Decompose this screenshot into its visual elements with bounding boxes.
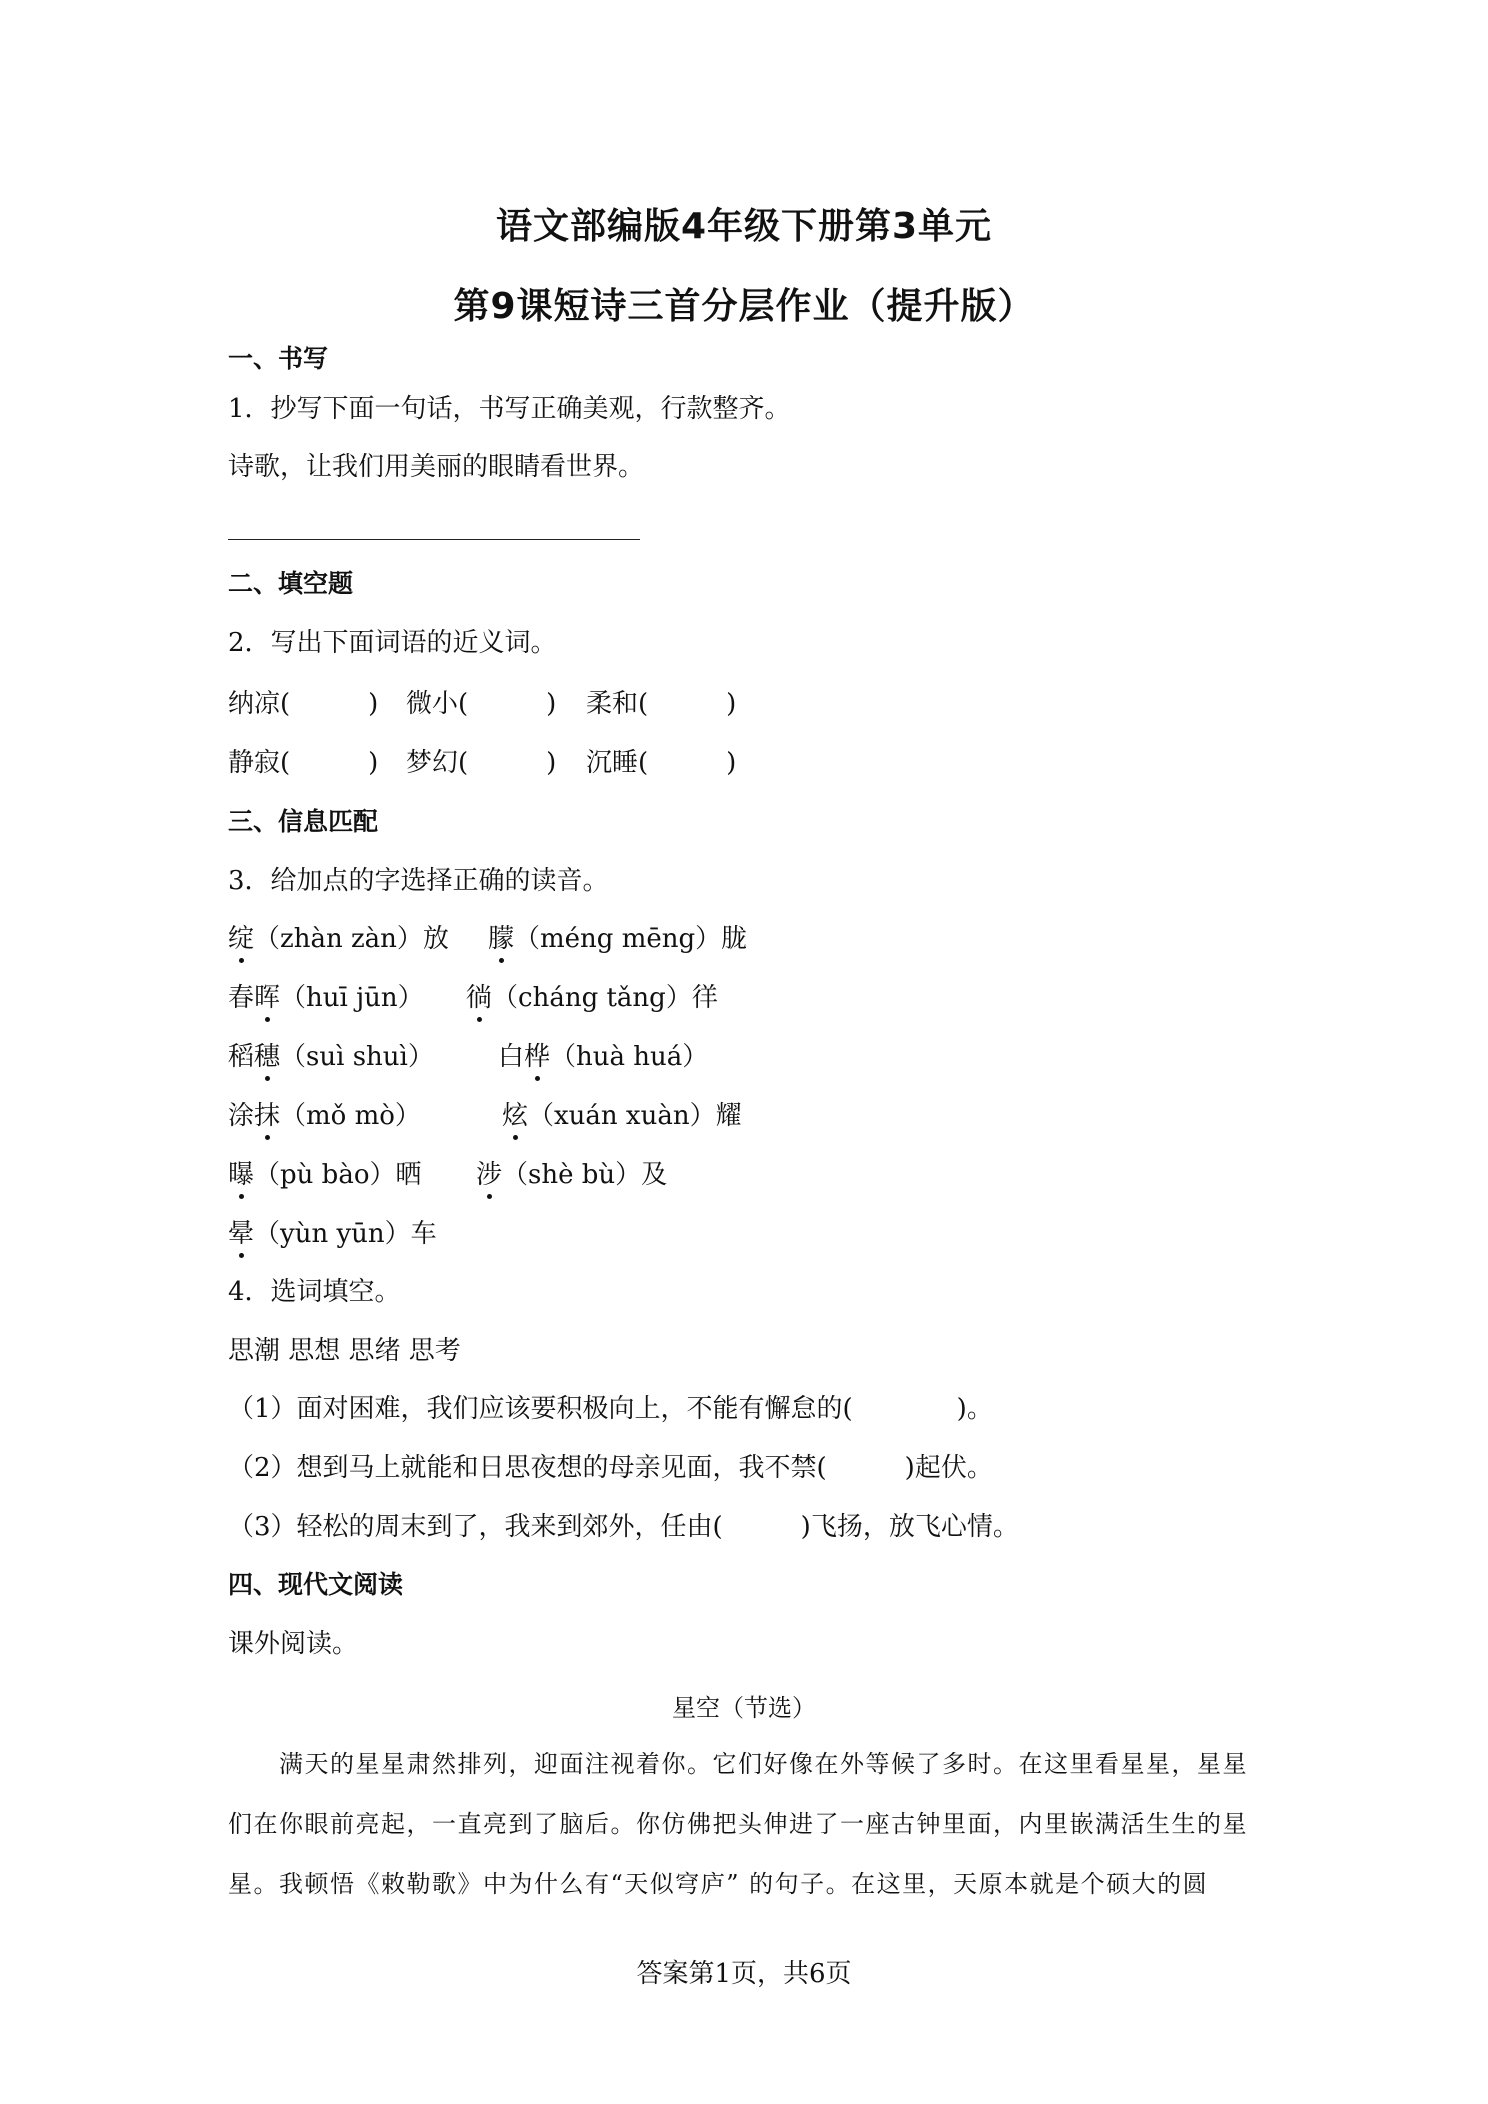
dotted-character: 朦 [488, 924, 515, 954]
passage-title: 星空（节选） [672, 1694, 816, 1722]
pinyin-item: 曝（pù bào）晒 [228, 1160, 422, 1190]
question-4: 4．选词填空。 [228, 1277, 401, 1307]
reading-intro: 课外阅读。 [228, 1629, 359, 1659]
pinyin-item: 白桦（huà huá） [498, 1042, 709, 1072]
passage-line: 们在你眼前亮起，一直亮到了脑后。你仿佛把头伸进了一座古钟里面，内里嵌满活生生的星 [228, 1810, 1248, 1838]
document-title-line1: 语文部编版4年级下册第3单元 [495, 206, 993, 247]
fill-sentence-2: （2）想到马上就能和日思夜想的母亲见面，我不禁( )起伏。 [228, 1453, 993, 1483]
dotted-character: 抹 [254, 1101, 281, 1131]
dotted-character: 绽 [228, 924, 255, 954]
passage-line: 星。我顿悟《敕勒歌》中为什么有“天似穹庐” 的句子。在这里，天原本就是个硕大的圆 [228, 1870, 1209, 1898]
passage-line: 满天的星星肃然排列，迎面注视着你。它们好像在外等候了多时。在这里看星星，星星 [228, 1750, 1248, 1778]
page-footer: 答案第1页，共6页 [636, 1959, 852, 1989]
section-heading-fill-blank: 二、填空题 [228, 569, 354, 598]
question-1: 1．抄写下面一句话，书写正确美观，行款整齐。 [228, 394, 791, 424]
synonym-item: 静寂( ) [228, 748, 379, 778]
synonym-item: 沉睡( ) [586, 748, 737, 778]
synonym-item: 柔和( ) [586, 689, 737, 719]
question-3: 3．给加点的字选择正确的读音。 [228, 866, 609, 896]
dotted-character: 涉 [476, 1160, 503, 1190]
dotted-character: 徜 [466, 983, 493, 1013]
dotted-character: 穗 [254, 1042, 281, 1072]
word-choices: 思潮 思想 思绪 思考 [228, 1336, 461, 1366]
synonym-item: 梦幻( ) [406, 748, 557, 778]
dotted-character: 桦 [524, 1042, 551, 1072]
pinyin-item: 涂抹（mǒ mò） [228, 1101, 421, 1131]
pinyin-item: 炫（xuán xuàn）耀 [502, 1101, 742, 1131]
copy-sentence: 诗歌，让我们用美丽的眼睛看世界。 [228, 452, 645, 482]
dotted-character: 曝 [228, 1160, 255, 1190]
synonym-item: 纳凉( ) [228, 689, 379, 719]
question-2: 2．写出下面词语的近义词。 [228, 628, 557, 658]
pinyin-item: 徜（cháng tǎng）徉 [466, 983, 718, 1013]
pinyin-item: 涉（shè bù）及 [476, 1160, 668, 1190]
pinyin-item: 朦（méng mēng）胧 [488, 924, 748, 954]
dotted-character: 晖 [254, 983, 281, 1013]
dotted-character: 晕 [228, 1219, 255, 1249]
section-heading-writing: 一、书写 [228, 344, 329, 373]
section-heading-reading: 四、现代文阅读 [228, 1570, 404, 1599]
pinyin-item: 春晖（huī jūn） [228, 983, 424, 1013]
writing-answer-line [228, 539, 640, 540]
dotted-character: 炫 [502, 1101, 529, 1131]
synonym-item: 微小( ) [406, 689, 557, 719]
section-heading-matching: 三、信息匹配 [228, 807, 379, 836]
pinyin-item: 绽（zhàn zàn）放 [228, 924, 449, 954]
fill-sentence-3: （3）轻松的周末到了，我来到郊外，任由( )飞扬，放飞心情。 [228, 1512, 1019, 1542]
pinyin-item: 晕（yùn yūn）车 [228, 1219, 437, 1249]
pinyin-item: 稻穗（suì shuì） [228, 1042, 434, 1072]
fill-sentence-1: （1）面对困难，我们应该要积极向上，不能有懈怠的( )。 [228, 1394, 993, 1424]
document-title-line2: 第9课短诗三首分层作业（提升版） [453, 286, 1035, 327]
